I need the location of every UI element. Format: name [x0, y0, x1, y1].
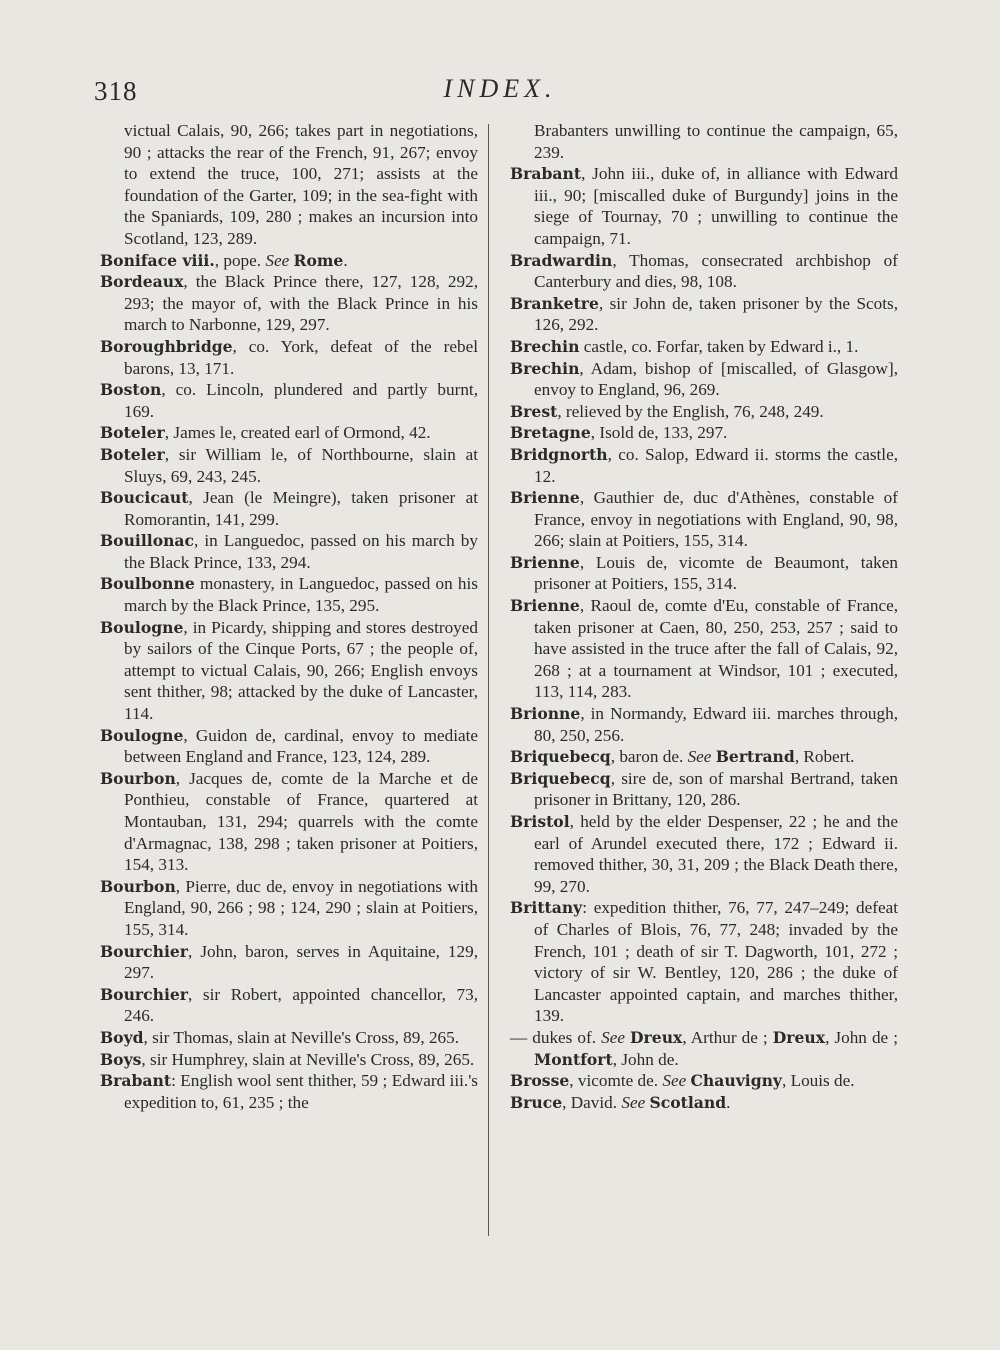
- see-reference: See: [687, 747, 712, 767]
- entry-text: , baron de.: [610, 747, 688, 767]
- see-reference: See: [621, 1092, 646, 1112]
- index-entry: [100, 271, 478, 336]
- index-entry: [100, 336, 478, 379]
- index-entry: [100, 487, 478, 530]
- entry-text: , John de ;: [825, 1027, 899, 1047]
- cross-reference: Rome: [293, 250, 344, 270]
- index-entry: [100, 379, 478, 422]
- index-entry: [510, 703, 898, 746]
- entry-text: , John, baron, serves in Aquitaine, 129, 297.: [124, 941, 478, 983]
- entry-text: , in Normandy, Edward iii. marches through, 80, 250, 256.: [534, 704, 898, 745]
- entry-text: , Raoul de, comte d'Eu, constable of France, taken prisoner at Caen, 80, 250, 253, 257 ; said to have assisted in the truce after the fall of Calais, 92, 268 ; at a tournament at Windsor, 101 ; executed, 113, 114, 283.: [534, 596, 898, 702]
- index-entry: [510, 422, 898, 444]
- entry-text: , vicomte de.: [569, 1071, 663, 1091]
- entry-text: , John iii., duke of, in alliance with Edward iii., 90; [miscalled duke of Burgundy] joins in the siege of Tournay, 70 ; unwilling to continue the campaign, 71.: [534, 164, 898, 248]
- entry-headword: Brienne: [510, 596, 580, 616]
- entry-text: , sir Robert, appointed chancellor, 73, 246.: [124, 984, 478, 1026]
- index-entry: [510, 487, 898, 552]
- entry-text: , James le, created earl of Ormond, 42.: [164, 423, 431, 443]
- index-entry: [510, 358, 898, 401]
- index-entry: [100, 725, 478, 768]
- index-entry: [510, 746, 898, 768]
- index-entry: [510, 552, 898, 595]
- index-entry: [510, 293, 898, 336]
- index-entry: [100, 250, 478, 272]
- cross-reference: Scotland: [649, 1092, 727, 1112]
- see-reference: See: [601, 1027, 625, 1047]
- entry-text: , Guidon de, cardinal, envoy to mediate between England and France, 123, 124, 289.: [124, 725, 478, 767]
- entry-headword: Boniface viii.: [100, 250, 215, 270]
- entry-headword: Bretagne: [510, 423, 591, 443]
- entry-text: , David.: [562, 1092, 622, 1112]
- entry-text: , the Black Prince there, 127, 128, 292, 293; the mayor of, with the Black Prince in his march to Narbonne, 129, 297.: [124, 272, 478, 335]
- entry-text: , Jacques de, comte de la Marche et de Ponthieu, constable of France, quartered at Montauban, 131, 294; quarrels with the comte d'Armagnac, 138, 298 ; taken prisoner at Poitiers, 154, 313.: [124, 768, 478, 875]
- page-number: 318: [94, 76, 138, 106]
- cross-reference: Dreux: [772, 1027, 826, 1047]
- index-entry: [100, 941, 478, 984]
- entry-headword: Bouillonac: [100, 531, 195, 551]
- entry-text: — dukes of.: [510, 1027, 602, 1047]
- entry-headword: Brienne: [510, 488, 580, 508]
- entry-text: , sire de, son of marshal Bertrand, taken prisoner in Brittany, 120, 286.: [534, 768, 898, 810]
- entry-text: : expedition thither, 76, 77, 247–249; defeat of Charles of Blois, 76, 77, 248; invaded by the French, 101 ; death of sir T. Dagworth, 101, 272 ; victory of sir W. Bentley, 120, 286 ; the duke of Lancaster appointed captain, and marches thither, 139.: [534, 898, 898, 1026]
- index-entry: [100, 984, 478, 1027]
- cross-reference: Bertrand: [715, 747, 795, 767]
- entry-text: , Louis de, vicomte de Beaumont, taken prisoner at Poitiers, 155, 314.: [534, 552, 898, 594]
- entry-headword: Bourbon: [100, 768, 176, 788]
- index-entry: [510, 768, 898, 811]
- entry-headword: Bruce: [510, 1092, 563, 1112]
- index-entry: [510, 1027, 898, 1070]
- entry-headword: Brabant: [100, 1071, 172, 1091]
- entry-headword: Brest: [510, 401, 558, 421]
- entry-headword: Boulogne: [100, 617, 184, 637]
- entry-headword: Boteler: [100, 423, 165, 443]
- entry-headword: Bourchier: [100, 941, 189, 961]
- entry-headword: Brabant: [510, 164, 582, 184]
- index-entry: [510, 336, 898, 358]
- entry-text: , sir Humphrey, slain at Neville's Cross, 89, 265.: [141, 1049, 475, 1069]
- entry-headword: Boyd: [100, 1027, 144, 1047]
- entry-headword: Boroughbridge: [100, 336, 233, 356]
- entry-headword: Boucicaut: [100, 488, 189, 508]
- entry-text: Brabanters unwilling to continue the campaign, 65, 239.: [534, 121, 898, 162]
- entry-text: .: [343, 250, 348, 270]
- entry-text: , held by the elder Despenser, 22 ; he and the earl of Arundel executed there, 172 ; Edward ii. removed thither, 30, 31, 209 ; the Black Death there, 99, 270.: [534, 812, 898, 896]
- entry-headword: Boulogne: [100, 725, 184, 745]
- entry-headword: Bristol: [510, 812, 570, 831]
- entry-headword: Briquebecq: [510, 768, 611, 788]
- index-entry: [100, 1070, 478, 1113]
- entry-headword: Boys: [100, 1049, 142, 1069]
- index-entry: [100, 1049, 478, 1071]
- running-head: INDEX.: [443, 74, 557, 103]
- index-entry: [100, 530, 478, 573]
- index-entry: [510, 401, 898, 423]
- index-entry: [100, 876, 478, 941]
- index-entry: [100, 573, 478, 616]
- cross-reference: Dreux: [630, 1027, 683, 1047]
- entry-text: , sir Thomas, slain at Neville's Cross, 89, 265.: [143, 1027, 460, 1047]
- index-entry: [510, 811, 898, 897]
- column-divider: [488, 124, 489, 1236]
- entry-headword: Briquebecq: [510, 747, 611, 767]
- entry-headword: Bourbon: [100, 876, 176, 896]
- index-entry: [510, 250, 898, 293]
- entry-text: victual Calais, 90, 266; takes part in negotiations, 90 ; attacks the rear of the French, 91, 267; envoy to extend the truce, 100, 271; assists at the foundation of the Garter, 109; in the sea-fight with the Spaniards, 109, 280 ; makes an incursion into Scotland, 123, 289.: [124, 121, 478, 248]
- cross-reference: Chauvigny: [690, 1071, 782, 1091]
- index-entry: [510, 120, 898, 163]
- entry-headword: Brittany: [510, 898, 583, 918]
- index-entry: [510, 1092, 898, 1114]
- entry-headword: Branketre: [510, 293, 599, 313]
- entry-text: , sir William le, of Northbourne, slain at Sluys, 69, 243, 245.: [124, 444, 478, 486]
- entry-headword: Boteler: [100, 444, 165, 464]
- entry-text: , co. York, defeat of the rebel barons, 13, 171.: [124, 336, 478, 378]
- entry-text: , co. Lincoln, plundered and partly burnt, 169.: [124, 380, 478, 421]
- index-entry: [510, 595, 898, 703]
- entry-headword: Brechin: [510, 336, 580, 356]
- entry-headword: Boulbonne: [100, 574, 195, 594]
- entry-text: , co. Salop, Edward ii. storms the castle, 12.: [534, 444, 898, 486]
- see-reference: See: [265, 250, 290, 270]
- entry-text: , Jean (le Meingre), taken prisoner at Romorantin, 141, 299.: [124, 488, 478, 529]
- entry-text: castle, co. Forfar, taken by Edward i., 1.: [579, 336, 859, 356]
- entry-headword: Bordeaux: [100, 272, 184, 292]
- index-entry: [100, 120, 478, 250]
- index-entry: [100, 617, 478, 725]
- entry-headword: Boston: [100, 380, 162, 400]
- entry-text: , in Picardy, shipping and stores destroyed by sailors of the Cinque Ports, 67 ; the people of, attempt to victual Calais, 90, 266; English envoys sent thither, 98; attacked by the duke of Lancaster, 114.: [124, 617, 478, 724]
- entry-text: monastery, in Languedoc, passed on his march by the Black Prince, 135, 295.: [124, 574, 478, 616]
- entry-text: , sir John de, taken prisoner by the Scots, 126, 292.: [534, 293, 898, 335]
- entry-text: , Gauthier de, duc d'Athènes, constable of France, envoy in negotiations with England, 90, 98, 266; slain at Poitiers, 155, 314.: [534, 488, 898, 551]
- entry-text: , Louis de.: [782, 1071, 855, 1091]
- entry-text: : English wool sent thither, 59 ; Edward iii.'s expedition to, 61, 235 ; the: [124, 1071, 478, 1112]
- entry-text: , Pierre, duc de, envoy in negotiations with England, 90, 266 ; 98 ; 124, 290 ; slain at Poitiers, 155, 314.: [124, 876, 478, 939]
- entry-text: , relieved by the English, 76, 248, 249.: [557, 401, 824, 421]
- entry-text: , pope.: [214, 250, 266, 270]
- entry-text: , in Languedoc, passed on his march by the Black Prince, 133, 294.: [124, 531, 478, 572]
- entry-headword: Bridgnorth: [510, 444, 608, 464]
- index-entry: [510, 163, 898, 249]
- entry-headword: Brienne: [510, 552, 580, 572]
- entry-text: , Arthur de ;: [682, 1027, 773, 1047]
- entry-text: , Thomas, consecrated archbishop of Canterbury and dies, 98, 108.: [534, 250, 898, 292]
- left-column: [100, 120, 478, 1113]
- entry-text: , Robert.: [794, 747, 855, 767]
- index-entry: [510, 1070, 898, 1092]
- index-entry: [510, 444, 898, 487]
- index-entry: [100, 768, 478, 876]
- right-column: [510, 120, 898, 1113]
- index-entry: [100, 422, 478, 444]
- entry-headword: Brosse: [510, 1071, 570, 1091]
- cross-reference: Montfort: [534, 1049, 613, 1069]
- entry-headword: Bradwardin: [510, 250, 613, 270]
- entry-headword: Bourchier: [100, 984, 189, 1004]
- entry-text: , John de.: [612, 1049, 679, 1069]
- entry-text: , Adam, bishop of [miscalled, of Glasgow], envoy to England, 96, 269.: [534, 358, 898, 400]
- index-entry: [510, 897, 898, 1027]
- entry-headword: Brechin: [510, 358, 580, 378]
- entry-headword: Brionne: [510, 704, 581, 724]
- index-entry: [100, 1027, 478, 1049]
- entry-text: .: [726, 1092, 731, 1112]
- entry-text: , Isold de, 133, 297.: [590, 423, 728, 443]
- see-reference: See: [662, 1071, 687, 1091]
- index-entry: [100, 444, 478, 487]
